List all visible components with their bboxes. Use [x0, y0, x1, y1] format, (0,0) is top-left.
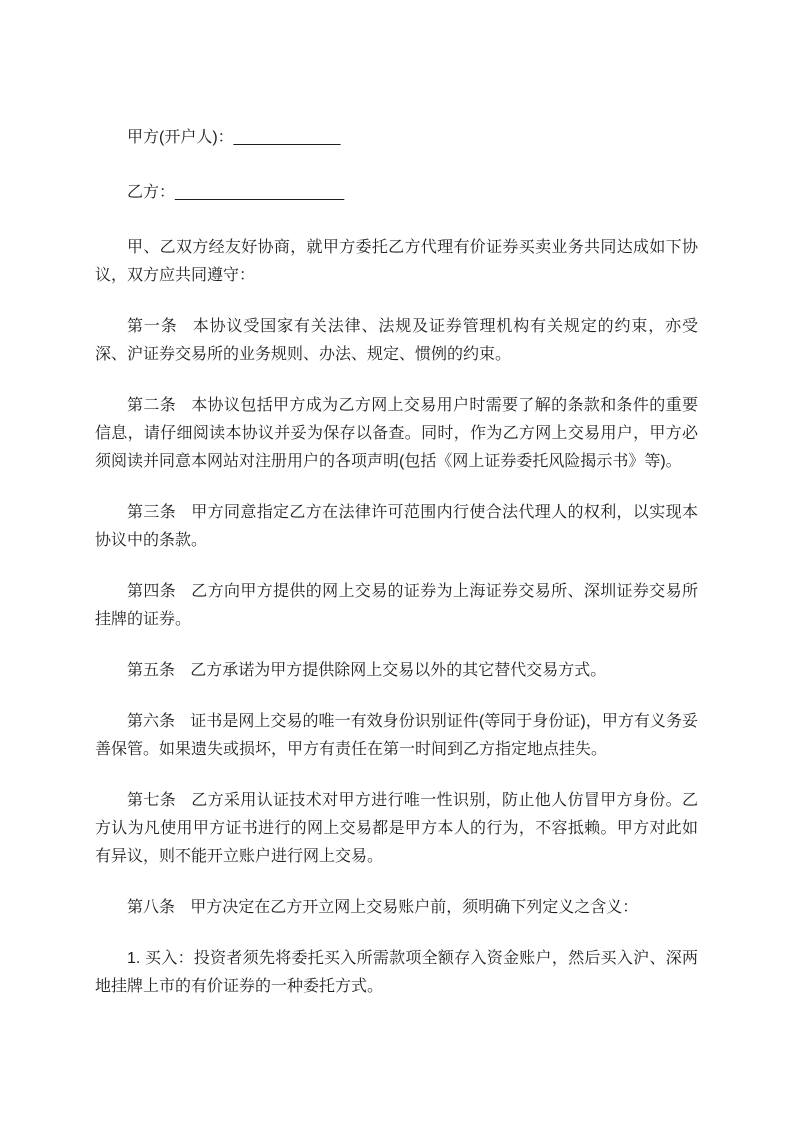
clause-8-body: 甲方决定在乙方开立网上交易账户前，须明确下列定义之含义：: [190, 899, 639, 916]
clause-4-body: 乙方向甲方提供的网上交易的证券为上海证券交易所、深圳证券交易所挂牌的证券。: [95, 583, 698, 628]
clause-6-body: 证书是网上交易的唯一有效身份识别证件(等同于身份证)，甲方有义务妥善保管。如果遗失或损坏，甲方有责任在第一时间到乙方指定地点挂失。: [95, 713, 698, 758]
clause-6-number: 第六条: [127, 713, 176, 730]
party-b-line: [95, 179, 698, 207]
clause-2: [95, 392, 698, 476]
clause-1-number: 第一条: [127, 318, 178, 335]
party-a-label: 甲方(开户人)：: [127, 129, 234, 146]
clause-6: [95, 708, 698, 764]
clause-7-number: 第七条: [127, 792, 177, 809]
clause-8-number: 第八条: [127, 899, 176, 916]
definition-item-1: 1. 买入：投资者须先将委托买入所需款项全额存入资金账户，然后买入沪、深两地挂牌上市的有价证券的一种委托方式。: [95, 950, 698, 995]
party-a-blank-field: ____________: [233, 129, 341, 146]
clause-2-number: 第二条: [127, 397, 177, 414]
clause-3: [95, 499, 698, 555]
party-b-label: 乙方：: [127, 184, 176, 201]
clause-2-body: 本协议包括甲方成为乙方网上交易用户时需要了解的条款和条件的重要信息，请仔细阅读本协议并妥为保存以备查。同时，作为乙方网上交易用户，甲方必须阅读并同意本网站对注册用户的各项声明(包括《网上证券委托风险揭示书》等)。: [95, 397, 698, 470]
clause-4: [95, 578, 698, 634]
clause-1: [95, 313, 698, 369]
party-b-blank-field: ___________________: [175, 184, 345, 201]
clause-5: [95, 657, 698, 685]
clause-3-number: 第三条: [127, 504, 177, 521]
clause-7-body: 乙方采用认证技术对甲方进行唯一性识别，防止他人仿冒甲方身份。乙方认为凡使用甲方证书进行的网上交易都是甲方本人的行为，不容抵赖。甲方对此如有异议，则不能开立账户进行网上交易。: [95, 792, 698, 865]
party-a-line: [95, 124, 698, 152]
clause-3-body: 甲方同意指定乙方在法律许可范围内行使合法代理人的权利，以实现本协议中的条款。: [95, 504, 698, 549]
clause-4-number: 第四条: [127, 583, 177, 600]
clause-5-number: 第五条: [127, 662, 176, 679]
clause-5-body: 乙方承诺为甲方提供除网上交易以外的其它替代交易方式。: [190, 662, 607, 679]
clause-8: [95, 894, 698, 922]
clause-1-body: 本协议受国家有关法律、法规及证券管理机构有关规定的约束，亦受深、沪证券交易所的业务规则、办法、规定、惯例的约束。: [95, 318, 698, 363]
clause-7: [95, 787, 698, 871]
intro-paragraph: 甲、乙双方经友好协商，就甲方委托乙方代理有价证券买卖业务共同达成如下协议，双方应共同遵守：: [95, 239, 698, 284]
